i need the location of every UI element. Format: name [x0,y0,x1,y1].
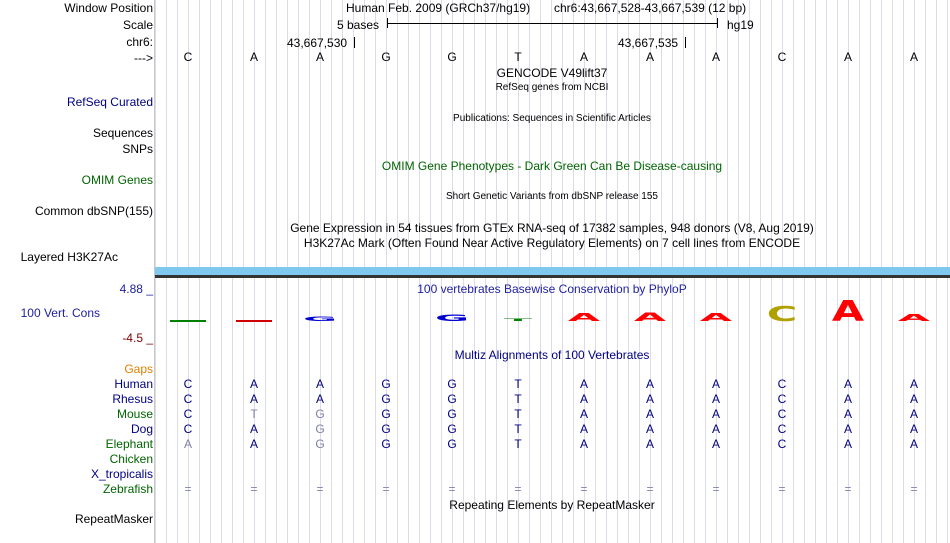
alignment-base: A [909,437,918,451]
alignment-base: C [183,407,193,421]
alignment-base: A [249,377,258,391]
reference-base: G [447,50,457,64]
alignment-base: G [447,377,457,391]
repeatmasker-desc: Repeating Elements by RepeatMasker [449,498,655,512]
phylop-desc: 100 vertebrates Basewise Conservation by PhyloP [417,282,687,296]
chr-label: chr6: [126,35,153,49]
alignment-base: A [249,392,258,406]
track-label-repeatmasker[interactable]: RepeatMasker [74,512,153,526]
alignment-base: = [316,482,324,496]
alignment-base: A [249,437,258,451]
alignment-base: C [183,392,193,406]
logo-letter: A [567,311,601,324]
alignment-base: T [514,437,522,451]
omim-desc: OMIM Gene Phenotypes - Dark Green Can Be Disease-causing [381,159,723,173]
track-labels-column [0,0,153,543]
species-mouse-label[interactable]: Mouse [116,407,153,421]
species-rhesus-label[interactable]: Rhesus [112,392,153,406]
alignment-base: G [315,437,325,451]
alignment-base: A [249,422,258,436]
logo-letter: T [503,318,533,322]
refseq-desc: RefSeq genes from NCBI [495,82,609,93]
reference-base: A [249,50,258,64]
alignment-base: A [645,407,654,421]
track-label-sequences[interactable]: Sequences [92,126,153,140]
alignment-base: A [579,407,588,421]
alignment-base: A [711,377,720,391]
scale-bar-right-tick [717,18,718,28]
alignment-base: A [843,392,852,406]
alignment-base: G [315,407,325,421]
reference-base: T [514,50,522,64]
alignment-base: G [315,422,325,436]
species-dog-label[interactable]: Dog [130,422,153,436]
window-position-label: Window Position [64,1,153,15]
alignment-base: = [646,482,654,496]
alignment-base: A [843,377,852,391]
track-label-refseq[interactable]: RefSeq Curated [66,95,153,109]
alignment-base: C [777,377,787,391]
h3k27ac-signal-baseline [155,275,950,278]
h3k27ac-signal-band [155,267,950,275]
cons-max-label: 4.88 _ [119,282,153,296]
alignment-base: A [711,422,720,436]
alignment-base: A [909,407,918,421]
logo-letter: A [831,300,865,324]
logo-flat-mark [236,320,272,322]
reference-base: A [645,50,654,64]
alignment-base: = [580,482,588,496]
alignment-base: = [448,482,456,496]
reference-base: A [579,50,588,64]
alignment-base: A [645,422,654,436]
alignment-base: G [381,422,391,436]
alignment-base: G [447,392,457,406]
alignment-base: = [778,482,786,496]
alignment-base: A [579,392,588,406]
alignment-base: = [712,482,720,496]
alignment-base: G [381,407,391,421]
scale-db: hg19 [727,18,754,32]
reference-base: A [711,50,720,64]
alignment-base: T [514,377,522,391]
alignment-base: G [381,392,391,406]
window-position-text: chr6:43,667,528-43,667,539 (12 bp) [554,1,747,15]
reference-base: A [843,50,852,64]
alignment-base: T [514,407,522,421]
alignment-base: = [184,482,192,496]
assembly-title: Human Feb. 2009 (GRCh37/hg19) [346,1,531,15]
alignment-base: A [579,377,588,391]
alignment-base: A [711,407,720,421]
alignment-base: A [645,437,654,451]
alignment-base: A [183,437,192,451]
logo-flat-mark [170,320,206,322]
reference-base: A [909,50,918,64]
alignment-base: G [381,377,391,391]
alignment-base: T [250,407,258,421]
alignment-base: A [843,407,852,421]
alignment-base: A [645,392,654,406]
h3k27ac-desc: H3K27Ac Mark (Often Found Near Active Regulatory Elements) on 7 cell lines from ENCODE [303,236,801,250]
species-human-label[interactable]: Human [114,377,153,391]
reference-base: A [315,50,324,64]
alignment-base: = [250,482,258,496]
cons-min-label: -4.5 _ [122,331,153,345]
alignment-base: C [777,422,787,436]
dbsnp-desc: Short Genetic Variants from dbSNP release 155 [446,191,658,202]
scale-text: 5 bases [337,18,380,32]
species-chicken-label[interactable]: Chicken [109,452,153,466]
track-label-snps[interactable]: SNPs [122,142,153,156]
reference-base: C [777,50,787,64]
strand-arrow-label: ---> [134,51,153,65]
alignment-base: = [844,482,852,496]
scale-label: Scale [122,18,153,32]
alignment-base: C [183,377,193,391]
logo-letter: A [699,311,733,324]
logo-letter: G [302,315,338,323]
alignment-base: A [711,437,720,451]
coordinate-2: 43,667,535 [618,36,679,50]
alignment-base: A [579,422,588,436]
track-label-common-dbsnp[interactable]: Common dbSNP(155) [34,204,153,218]
alignment-base: A [909,422,918,436]
logo-letter: G [434,313,470,324]
alignment-base: G [381,437,391,451]
logo-letter: A [897,312,931,324]
alignment-base: A [315,392,324,406]
alignment-base: A [843,422,852,436]
alignment-base: A [711,392,720,406]
species-zebrafish-label[interactable]: Zebrafish [102,482,153,496]
alignment-base: A [909,377,918,391]
tracks-area[interactable] [155,0,950,543]
reference-base: G [381,50,391,64]
alignment-base: A [315,377,324,391]
multiz-desc: Multiz Alignments of 100 Vertebrates [454,348,650,362]
logo-letter: A [633,311,667,324]
gencode-track[interactable]: GENCODE V49lift37 [496,66,608,80]
gtex-desc: Gene Expression in 54 tissues from GTEx RNA-seq of 17382 samples, 948 donors (V8, Aug 2019) [290,221,814,235]
coordinate-2-tick [685,37,686,48]
alignment-base: G [447,422,457,436]
logo-letter: C [766,302,798,324]
alignment-base: A [843,437,852,451]
alignment-base: T [514,392,522,406]
alignment-base: A [645,377,654,391]
alignment-base: = [382,482,390,496]
alignment-base: = [910,482,918,496]
alignment-base: C [777,392,787,406]
alignment-base: A [909,392,918,406]
alignment-base: C [183,422,193,436]
species-xtropicalis-label[interactable]: X_tropicalis [90,467,153,481]
publications-desc: Publications: Sequences in Scientific Articles [453,113,651,124]
species-elephant-label[interactable]: Elephant [105,437,153,451]
track-label-omim[interactable]: OMIM Genes [81,173,153,187]
scale-bar [387,23,718,24]
alignment-base: C [777,407,787,421]
conservation-logo [155,300,950,324]
reference-base: C [183,50,193,64]
alignment-base: A [579,437,588,451]
coordinate-1-tick [354,37,355,48]
alignment-base: T [514,422,522,436]
alignment-base: G [447,437,457,451]
alignment-base: = [514,482,522,496]
coordinate-1: 43,667,530 [287,36,348,50]
alignment-base: G [447,407,457,421]
track-label-gaps[interactable]: Gaps [124,362,153,376]
track-label-h3k27ac[interactable]: Layered H3K27Ac [20,250,118,264]
alignment-base: C [777,437,787,451]
track-label-cons[interactable]: 100 Vert. Cons [20,306,100,320]
